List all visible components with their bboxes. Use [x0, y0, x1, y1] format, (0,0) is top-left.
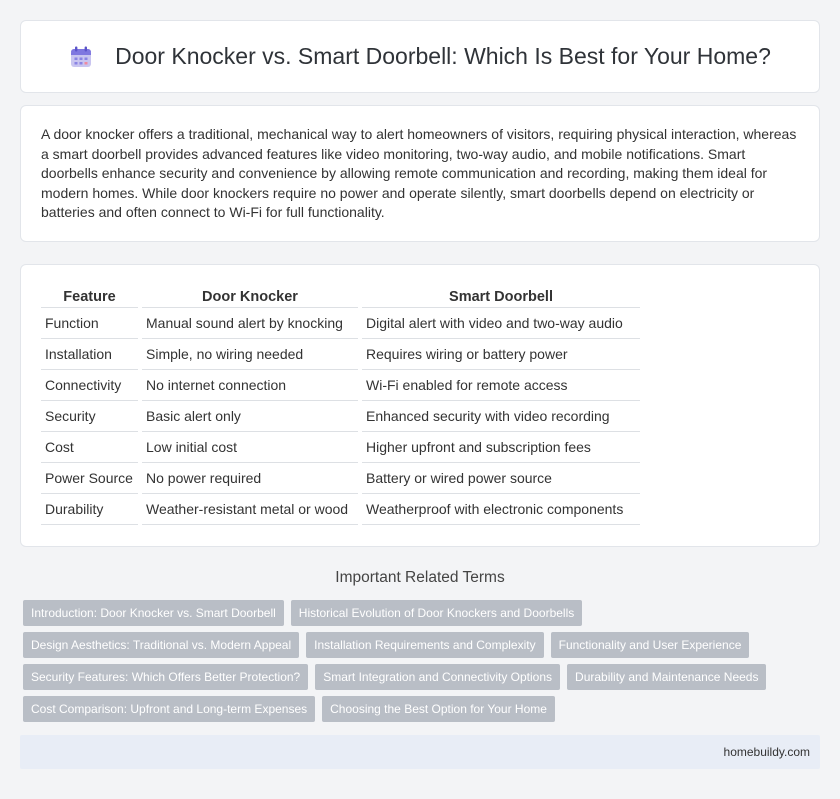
table-cell-feature: Connectivity	[41, 370, 138, 401]
calendar-icon	[69, 45, 93, 69]
table-cell-feature: Function	[41, 308, 138, 339]
table-cell-door-knocker: No power required	[142, 463, 358, 494]
intro-card	[20, 105, 820, 242]
table-cell-smart-doorbell: Wi-Fi enabled for remote access	[362, 370, 640, 401]
table-cell-smart-doorbell: Enhanced security with video recording	[362, 401, 640, 432]
table-row	[41, 308, 640, 339]
table-cell-smart-doorbell: Higher upfront and subscription fees	[362, 432, 640, 463]
header-feature: Feature	[41, 287, 138, 308]
related-term-tag[interactable]: Historical Evolution of Door Knockers and Doorbells	[291, 600, 582, 626]
related-term-tag[interactable]: Cost Comparison: Upfront and Long-term Expenses	[23, 696, 315, 722]
table-cell-smart-doorbell: Battery or wired power source	[362, 463, 640, 494]
related-term-tag[interactable]: Security Features: Which Offers Better Protection?	[23, 664, 308, 690]
related-terms-heading: Important Related Terms	[335, 569, 505, 586]
table-row	[41, 401, 640, 432]
table-row	[41, 494, 640, 525]
comparison-table-card	[20, 264, 820, 547]
header-smart-doorbell: Smart Doorbell	[362, 287, 640, 308]
related-term-tag[interactable]: Functionality and User Experience	[551, 632, 750, 658]
related-term-tag[interactable]: Design Aesthetics: Traditional vs. Modern Appeal	[23, 632, 299, 658]
table-row	[41, 463, 640, 494]
table-cell-feature: Cost	[41, 432, 138, 463]
table-cell-feature: Security	[41, 401, 138, 432]
table-cell-smart-doorbell: Digital alert with video and two-way audio	[362, 308, 640, 339]
table-cell-door-knocker: Manual sound alert by knocking	[142, 308, 358, 339]
footer	[20, 735, 820, 769]
table-cell-door-knocker: Basic alert only	[142, 401, 358, 432]
title-card	[20, 20, 820, 93]
related-term-tag[interactable]: Smart Integration and Connectivity Options	[315, 664, 560, 690]
intro-paragraph: A door knocker offers a traditional, mechanical way to alert homeowners of visitors, requiring physical interaction, whereas a smart doorbell provides advanced features like video monitoring, two-way audio, and mobile notifications. Smart doorbells enhance security and convenience by allowing remote communication and recording, making them ideal for modern homes. While door knockers require no power and operate silently, smart doorbells depend on electricity or batteries and often connect to Wi-Fi for full functionality.	[41, 126, 797, 220]
related-terms-section	[20, 566, 820, 722]
table-header-row	[41, 287, 640, 308]
related-terms-list	[20, 600, 810, 722]
table-cell-door-knocker: Weather-resistant metal or wood	[142, 494, 358, 525]
related-term-tag[interactable]: Durability and Maintenance Needs	[567, 664, 766, 690]
table-cell-smart-doorbell: Requires wiring or battery power	[362, 339, 640, 370]
header-door-knocker: Door Knocker	[142, 287, 358, 308]
table-cell-door-knocker: No internet connection	[142, 370, 358, 401]
table-cell-feature: Power Source	[41, 463, 138, 494]
page-title: Door Knocker vs. Smart Doorbell: Which Is Best for Your Home?	[115, 43, 771, 69]
table-cell-door-knocker: Low initial cost	[142, 432, 358, 463]
table-row	[41, 339, 640, 370]
related-term-tag[interactable]: Installation Requirements and Complexity	[306, 632, 543, 658]
related-term-tag[interactable]: Choosing the Best Option for Your Home	[322, 696, 555, 722]
table-row	[41, 432, 640, 463]
comparison-table	[37, 287, 644, 525]
table-row	[41, 370, 640, 401]
title-row	[21, 21, 819, 92]
related-term-tag[interactable]: Introduction: Door Knocker vs. Smart Doorbell	[23, 600, 284, 626]
table-cell-door-knocker: Simple, no wiring needed	[142, 339, 358, 370]
table-cell-feature: Installation	[41, 339, 138, 370]
table-cell-feature: Durability	[41, 494, 138, 525]
table-cell-smart-doorbell: Weatherproof with electronic components	[362, 494, 640, 525]
footer-site-link[interactable]: homebuildy.com	[723, 745, 810, 759]
